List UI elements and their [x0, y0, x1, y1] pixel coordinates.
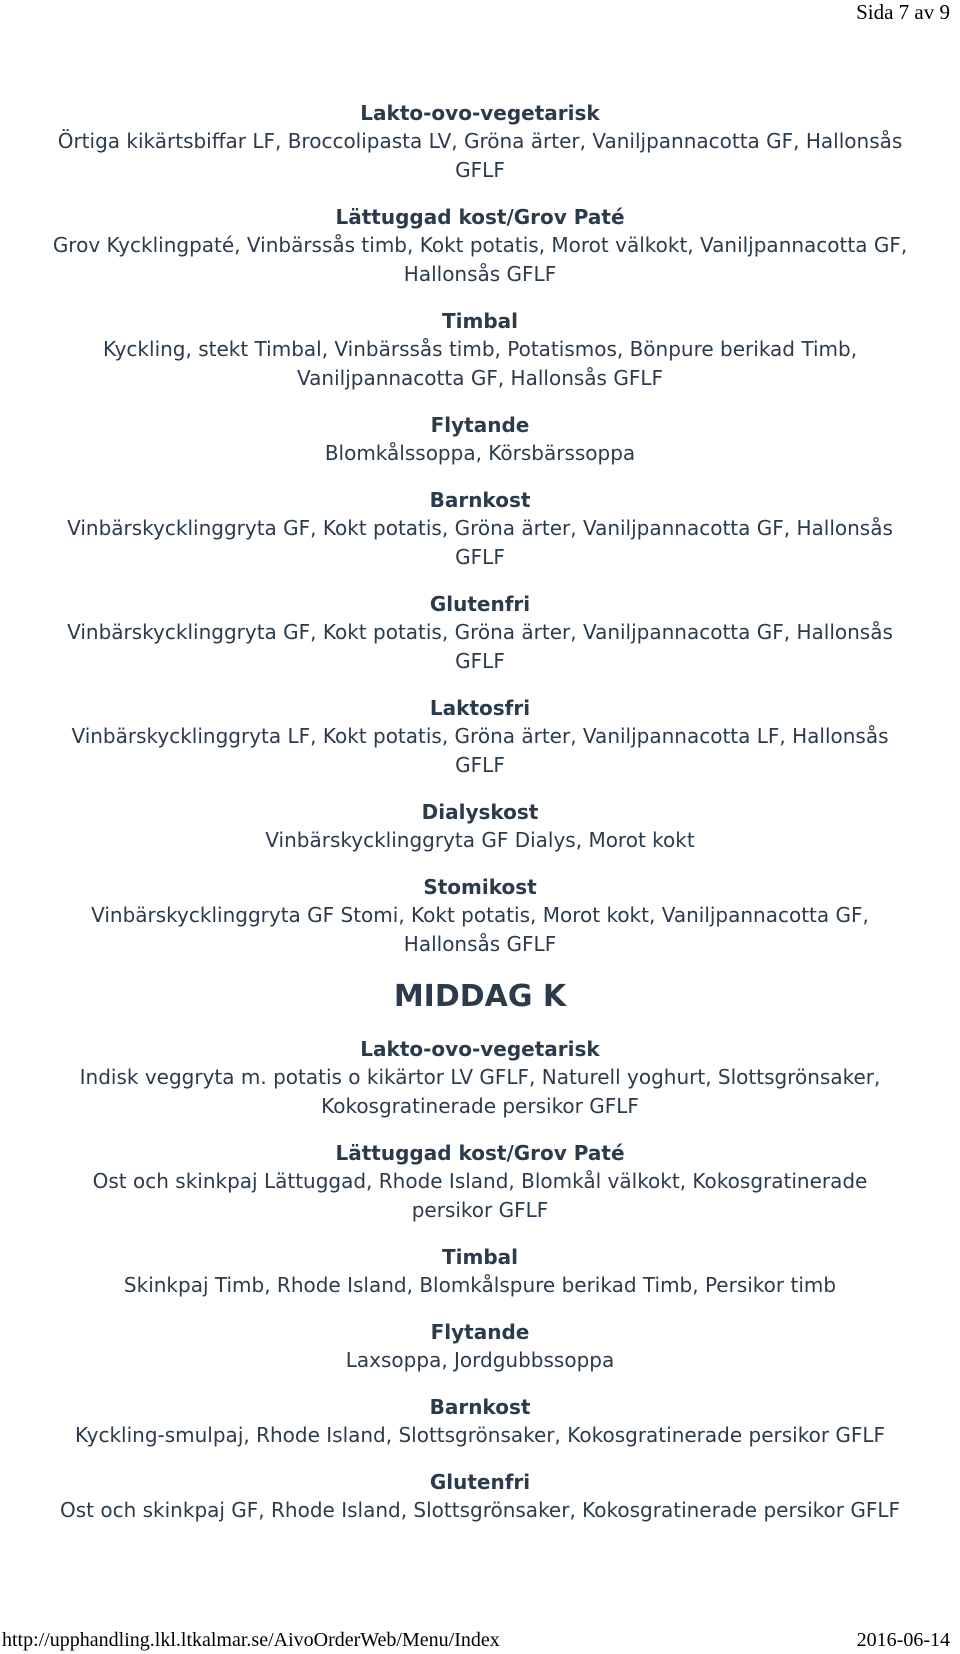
dish-list: Kyckling-smulpaj, Rhode Island, Slottsgrönsaker, Kokosgratinerade persikor GFLF: [74, 1423, 886, 1447]
dish-list: Skinkpaj Timb, Rhode Island, Blomkålspure berikad Timb, Persikor timb: [123, 1273, 837, 1297]
category-heading: Glutenfri: [429, 592, 531, 616]
category-heading: Laktosfri: [429, 696, 531, 720]
dish-list: Vinbärskycklinggryta GF, Kokt potatis, Gröna ärter, Vaniljpannacotta GF, Hallonsås GFLF: [67, 620, 893, 673]
category-heading: Stomikost: [423, 875, 537, 899]
page-number: Sida 7 av 9: [856, 0, 950, 24]
category-heading: Barnkost: [429, 1395, 531, 1419]
category-heading: Barnkost: [429, 488, 531, 512]
category-heading: Flytande: [430, 1320, 530, 1344]
menu-section: [40, 1393, 920, 1450]
dish-list: Kyckling, stekt Timbal, Vinbärssås timb, Potatismos, Bönpure berikad Timb, Vaniljpannacotta GF, Hallonsås GFLF: [102, 337, 858, 390]
category-heading: Timbal: [441, 1245, 518, 1269]
menu-content: [40, 99, 920, 1543]
menu-section: [40, 694, 920, 780]
menu-section: [40, 1468, 920, 1525]
menu-section: [40, 873, 920, 959]
dish-list: Grov Kycklingpaté, Vinbärssås timb, Kokt potatis, Morot välkokt, Vaniljpannacotta GF, Hallonsås GFLF: [52, 233, 908, 286]
category-heading: Lättuggad kost/Grov Paté: [335, 205, 625, 229]
dish-list: Vinbärskycklinggryta GF Dialys, Morot kokt: [265, 828, 695, 852]
menu-section: [40, 411, 920, 468]
meal-title: MIDDAG K: [393, 979, 567, 1014]
category-heading: Lakto-ovo-vegetarisk: [360, 101, 600, 125]
menu-section: [40, 1139, 920, 1225]
menu-section: [40, 203, 920, 289]
dish-list: Vinbärskycklinggryta LF, Kokt potatis, Gröna ärter, Vaniljpannacotta LF, Hallonsås GFLF: [71, 724, 889, 777]
category-heading: Glutenfri: [429, 1470, 531, 1494]
dish-list: Örtiga kikärtsbiffar LF, Broccolipasta LV, Gröna ärter, Vaniljpannacotta GF, Hallonsås GFLF: [57, 129, 903, 182]
menu-section: [40, 486, 920, 572]
menu-section: [40, 798, 920, 855]
page-footer: [0, 1628, 960, 1654]
dish-list: Ost och skinkpaj GF, Rhode Island, Slottsgrönsaker, Kokosgratinerade persikor GFLF: [60, 1498, 900, 1522]
menu-section: [40, 307, 920, 393]
menu-section: [40, 1318, 920, 1375]
dish-list: Ost och skinkpaj Lättuggad, Rhode Island, Blomkål välkokt, Kokosgratinerade persikor GFLF: [92, 1169, 868, 1222]
menu-section: [40, 590, 920, 676]
dish-list: Blomkålssoppa, Körsbärssoppa: [324, 441, 636, 465]
menu-section: [40, 99, 920, 185]
category-heading: Dialyskost: [421, 800, 539, 824]
category-heading: Lakto-ovo-vegetarisk: [360, 1037, 600, 1061]
menu-section: [40, 1243, 920, 1300]
category-heading: Lättuggad kost/Grov Paté: [335, 1141, 625, 1165]
category-heading: Flytande: [430, 413, 530, 437]
dish-list: Laxsoppa, Jordgubbssoppa: [345, 1348, 615, 1372]
dish-list: Vinbärskycklinggryta GF Stomi, Kokt potatis, Morot kokt, Vaniljpannacotta GF, Hallonsås GFLF: [91, 903, 869, 956]
dish-list: Vinbärskycklinggryta GF, Kokt potatis, Gröna ärter, Vaniljpannacotta GF, Hallonsås GFLF: [67, 516, 893, 569]
dish-list: Indisk veggryta m. potatis o kikärtor LV GFLF, Naturell yoghurt, Slottsgrönsaker, Kokosgratinerade persikor GFLF: [79, 1065, 881, 1118]
footer-url: http://upphandling.lkl.ltkalmar.se/AivoOrderWeb/Menu/Index: [2, 1629, 500, 1651]
category-heading: Timbal: [441, 309, 518, 333]
footer-date: 2016-06-14: [856, 1629, 950, 1651]
menu-section: [40, 1035, 920, 1121]
